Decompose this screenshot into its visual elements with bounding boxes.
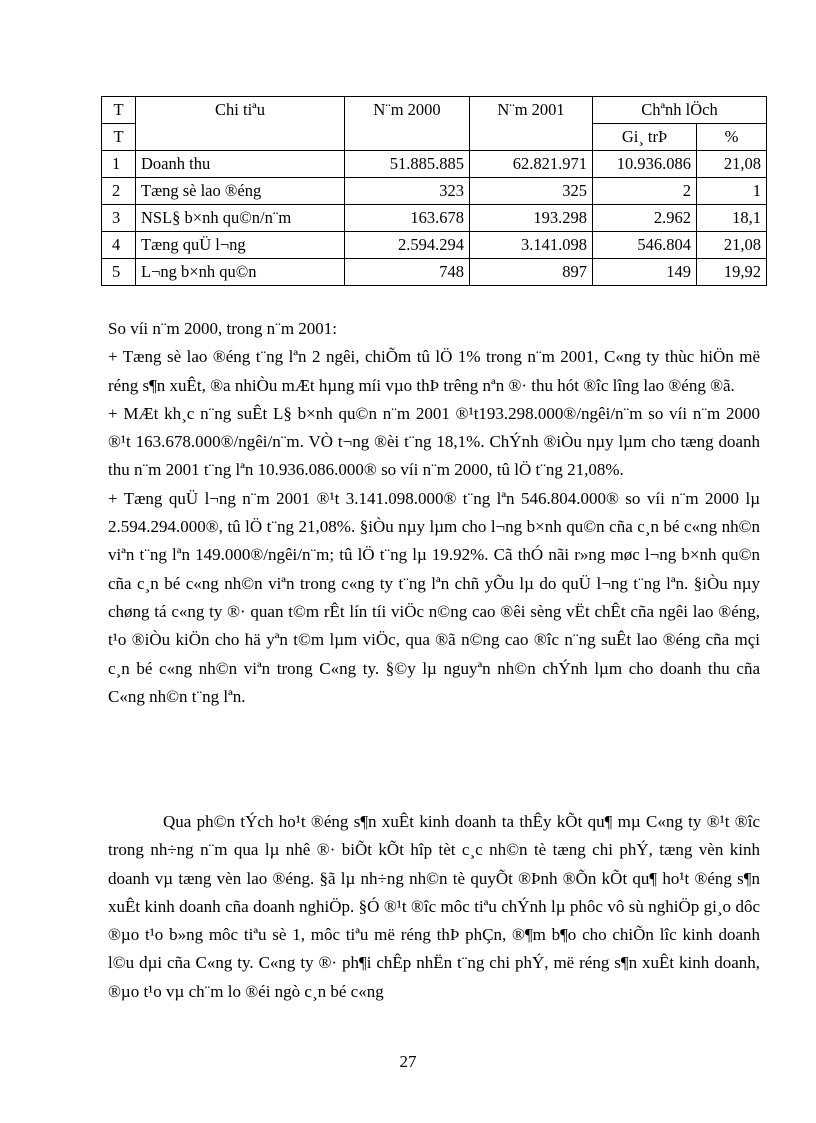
row-name: Tæng sè lao ®éng — [136, 178, 345, 205]
productivity-paragraph: + MÆt kh¸c n¨ng suÊt L§ b×nh qu©n n¨m 2001 ®¹t193.298.000®/ngêi/n¨m so víi n¨m 2000 ®¹t 163.678.000®/ngêi/n¨m. VÒ t¬ng ®èi t¨ng 18,1%. ChÝnh ®iÒu nµy lµm cho tæng doanh thu n¨m 2001 t¨ng lªn 10.936.086.000® so víi n¨m 2000, tû lÖ t¨ng 21,08%. — [108, 403, 760, 480]
row-2001: 897 — [470, 259, 593, 286]
row-name: NSL§ b×nh qu©n/n¨m — [136, 205, 345, 232]
row-2001: 3.141.098 — [470, 232, 593, 259]
table-row — [102, 232, 767, 259]
row-value: 149 — [593, 259, 697, 286]
page-number: 27 — [399, 1052, 417, 1071]
row-2000: 2.594.294 — [345, 232, 470, 259]
row-stt: 1 — [102, 151, 136, 178]
row-value: 2.962 — [593, 205, 697, 232]
row-value: 10.936.086 — [593, 151, 697, 178]
row-stt: 5 — [102, 259, 136, 286]
row-2000: 163.678 — [345, 205, 470, 232]
row-stt: 3 — [102, 205, 136, 232]
row-value: 546.804 — [593, 232, 697, 259]
row-2001: 62.821.971 — [470, 151, 593, 178]
row-stt: 2 — [102, 178, 136, 205]
row-2000: 323 — [345, 178, 470, 205]
wage-fund-paragraph: + Tæng quÜ l¬ng n¨m 2001 ®¹t 3.141.098.000® t¨ng lªn 546.804.000® so víi n¨m 2000 lµ 2.594.294.000®, tû lÖ t¨ng 21,08%. §iÒu nµy lµm cho l¬ng b×nh qu©n cña c¸n bé c«ng nh©n viªn t¨ng lªn 149.000®/ngêi/n¨m; tû lÖ t¨ng lµ 19.92%. Cã thÓ nãi r»ng møc l¬ng b×nh qu©n cña c¸n bé c«ng nh©n viªn trong c«ng ty t¨ng lªn chñ yÕu lµ do quÜ l¬ng t¨ng lªn. §iÒu nµy chøng tá c«ng ty ®· quan t©m rÊt lín tíi viÖc n©ng cao ®êi sèng vËt chÊt cña ngêi lao ®éng, t¹o ®iÒu kiÖn cho hä yªn t©m lµm viÖc, qua ®ã n©ng cao ®îc n¨ng suÊt lao ®éng cña mçi c¸n bé c«ng nh©n viªn trong C«ng ty. §©y lµ nguyªn nh©n chÝnh lµm cho doanh thu cña C«ng nh©n t¨ng lªn. — [108, 488, 760, 706]
header-criteria: Chi tiªu — [136, 97, 345, 151]
header-tt-top: T — [102, 97, 136, 124]
row-name: L¬ng b×nh qu©n — [136, 259, 345, 286]
header-tt-bottom: T — [102, 124, 136, 151]
comparison-table — [101, 96, 767, 286]
conclusion-text — [108, 808, 760, 1006]
row-percent: 19,92 — [697, 259, 767, 286]
row-name: Tæng quÜ l¬ng — [136, 232, 345, 259]
table-row — [102, 205, 767, 232]
header-value: Gi¸ trÞ — [593, 124, 697, 151]
table-row — [102, 259, 767, 286]
header-year-2001: N¨m 2001 — [470, 97, 593, 151]
header-difference: Chªnh lÖch — [593, 97, 767, 124]
header-percent: % — [697, 124, 767, 151]
conclusion-paragraph: Qua ph©n tÝch ho¹t ®éng s¶n xuÊt kinh doanh ta thÊy kÕt qu¶ mµ C«ng ty ®¹t ®îc trong nh÷ng n¨m qua lµ nhê ®· biÕt kÕt hîp tèt c¸c nh©n tè tæng chi phÝ, tæng vèn kinh doanh vµ tæng vèn lao ®éng. §ã lµ nh÷ng nh©n tè quyÕt ®Þnh ®Õn kÕt qu¶ ho¹t ®éng s¶n xuÊt kinh doanh cña doanh nghiÖp. §Ó ®¹t ®îc môc tiªu chÝnh lµ phôc vô sù nghiÖp gi¸o dôc ®µo t¹o b»ng môc tiªu sè 1, môc tiªu më réng thÞ phÇn, ®¶m b¶o cho chiÕn lîc kinh doanh l©u dµi cña C«ng ty. C«ng ty ®· ph¶i chÊp nhËn t¨ng chi phÝ, më réng s¶n xuÊt kinh doanh, ®µo t¹o vµ ch¨m lo ®éi ngò c¸n bé c«ng — [108, 812, 760, 1001]
row-percent: 1 — [697, 178, 767, 205]
row-2001: 325 — [470, 178, 593, 205]
table-row — [102, 178, 767, 205]
row-value: 2 — [593, 178, 697, 205]
row-2001: 193.298 — [470, 205, 593, 232]
row-stt: 4 — [102, 232, 136, 259]
row-2000: 748 — [345, 259, 470, 286]
labor-paragraph: + Tæng sè lao ®éng t¨ng lªn 2 ngêi, chiÕm tû lÖ 1% trong n¨m 2001, C«ng ty thùc hiÖn më réng s¶n xuÊt, ®a nhiÒu mÆt hµng míi vµo thÞ trêng nªn ®· thu hót ®îc lîng lao ®éng ®ã. — [108, 347, 760, 395]
intro-line: So víi n¨m 2000, trong n¨m 2001: — [108, 319, 338, 338]
row-percent: 21,08 — [697, 151, 767, 178]
row-percent: 21,08 — [697, 232, 767, 259]
analysis-text — [108, 315, 760, 711]
row-2000: 51.885.885 — [345, 151, 470, 178]
header-year-2000: N¨m 2000 — [345, 97, 470, 151]
row-name: Doanh thu — [136, 151, 345, 178]
table-row — [102, 151, 767, 178]
row-percent: 18,1 — [697, 205, 767, 232]
